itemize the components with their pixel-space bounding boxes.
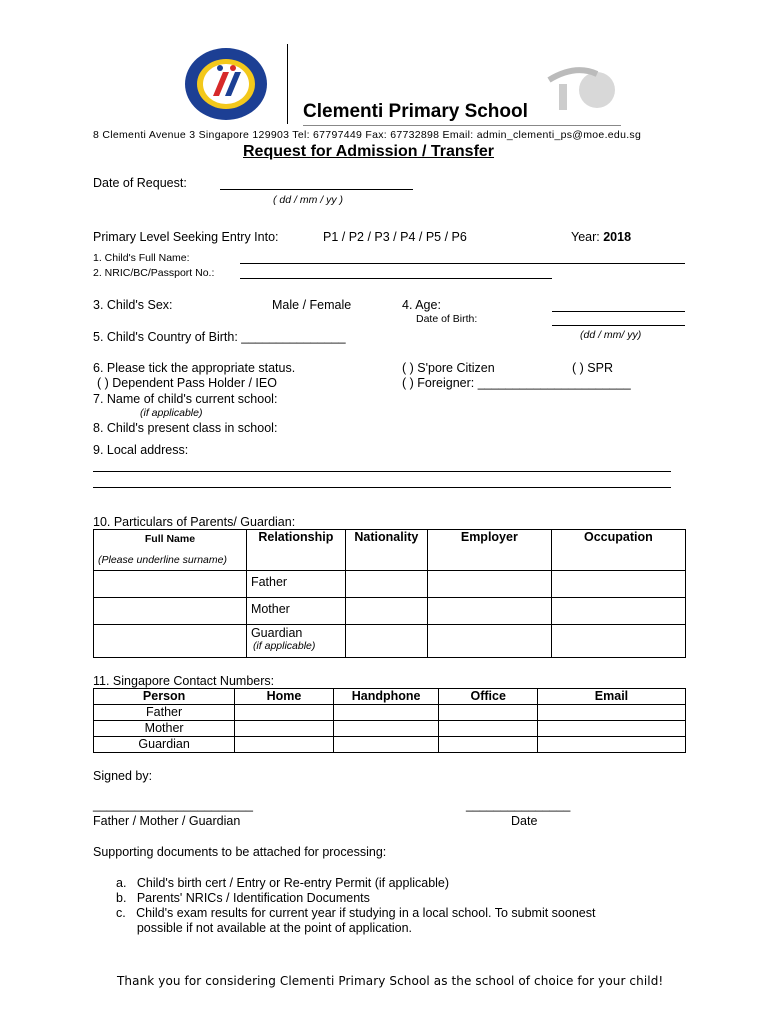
guardian-employer-cell[interactable]	[427, 625, 551, 658]
guardian-email-cell[interactable]	[537, 737, 685, 753]
supporting-docs-label: Supporting documents to be attached for processing:	[93, 845, 387, 859]
contacts-header-handphone: Handphone	[333, 689, 439, 705]
form-title: Request for Admission / Transfer	[243, 143, 495, 160]
contact-person-mother: Mother	[94, 721, 235, 737]
parents-table	[93, 529, 686, 658]
mother-home-cell[interactable]	[235, 721, 333, 737]
contacts-section-label: 11. Singapore Contact Numbers:	[93, 674, 275, 688]
age-label: 4. Age:	[402, 298, 441, 312]
table-row	[94, 721, 686, 737]
relationship-father: Father	[246, 571, 345, 598]
nric-field[interactable]	[240, 278, 552, 279]
date-of-request-field[interactable]	[220, 189, 413, 190]
current-school-label: 7. Name of child's current school:	[93, 392, 278, 406]
address-field-1[interactable]	[93, 471, 671, 472]
father-email-cell[interactable]	[537, 705, 685, 721]
relationship-mother: Mother	[246, 598, 345, 625]
header-divider	[287, 44, 288, 124]
level-label: Primary Level Seeking Entry Into:	[93, 230, 279, 244]
child-name-label: 1. Child's Full Name:	[93, 252, 190, 264]
supporting-item-c: c. Child's exam results for current year if studying in a local school. To submit soonest	[116, 906, 596, 920]
father-home-cell[interactable]	[235, 705, 333, 721]
status-dependent[interactable]: ( ) Dependent Pass Holder / IEO	[97, 376, 277, 390]
father-office-cell[interactable]	[439, 705, 537, 721]
table-row	[94, 705, 686, 721]
father-handphone-cell[interactable]	[333, 705, 439, 721]
year-value: 2018	[603, 230, 632, 244]
mother-email-cell[interactable]	[537, 721, 685, 737]
contact-person-father: Father	[94, 705, 235, 721]
guardian-office-cell[interactable]	[439, 737, 537, 753]
guardian-handphone-cell[interactable]	[333, 737, 439, 753]
child-name-field[interactable]	[240, 263, 685, 264]
father-employer-cell[interactable]	[427, 571, 551, 598]
supporting-item-c-cont: possible if not available at the point of application.	[116, 921, 413, 935]
mother-handphone-cell[interactable]	[333, 721, 439, 737]
guardian-if-applicable: (if applicable)	[252, 640, 316, 652]
relationship-guardian: Guardian	[250, 626, 303, 640]
parents-header-occupation: Occupation	[551, 530, 685, 571]
table-row	[94, 598, 686, 625]
table-row	[94, 625, 686, 658]
mother-office-cell[interactable]	[439, 721, 537, 737]
parents-header-nationality: Nationality	[345, 530, 427, 571]
year-label: Year:	[571, 230, 600, 244]
mother-nationality-cell[interactable]	[345, 598, 427, 625]
header-graphic	[545, 60, 615, 116]
guardian-home-cell[interactable]	[235, 737, 333, 753]
date-format-hint: ( dd / mm / yy )	[273, 194, 344, 206]
address-field-2[interactable]	[93, 487, 671, 488]
guardian-name-cell[interactable]	[94, 625, 247, 658]
sex-options[interactable]: Male / Female	[272, 298, 352, 312]
local-address-label: 9. Local address:	[93, 443, 189, 457]
dob-field[interactable]	[552, 325, 685, 326]
status-citizen[interactable]: ( ) S'pore Citizen	[402, 361, 495, 375]
parents-header-employer: Employer	[427, 530, 551, 571]
mother-name-cell[interactable]	[94, 598, 247, 625]
status-label: 6. Please tick the appropriate status.	[93, 361, 296, 375]
mother-employer-cell[interactable]	[427, 598, 551, 625]
sex-label: 3. Child's Sex:	[93, 298, 173, 312]
header-rule	[303, 125, 621, 126]
parents-header-fullname: Full Name (Please underline surname)	[94, 530, 247, 571]
table-row	[94, 737, 686, 753]
status-foreigner[interactable]: ( ) Foreigner: ______________________	[402, 376, 631, 390]
mother-occupation-cell[interactable]	[551, 598, 685, 625]
level-options[interactable]: P1 / P2 / P3 / P4 / P5 / P6	[323, 230, 467, 244]
contacts-header-person: Person	[94, 689, 235, 705]
parents-header-relationship: Relationship	[246, 530, 345, 571]
thank-you-footer: Thank you for considering Clementi Primary School as the school of choice for your child!	[117, 974, 664, 988]
signer-line[interactable]: _______________________	[93, 798, 253, 812]
contacts-table	[93, 688, 686, 753]
signer-label: Father / Mother / Guardian	[93, 814, 241, 828]
parents-section-label: 10. Particulars of Parents/ Guardian:	[93, 515, 296, 529]
school-name: Clementi Primary School	[303, 101, 528, 122]
supporting-item-a: a. Child's birth cert / Entry or Re-entry Permit (if applicable)	[116, 876, 450, 890]
if-applicable-note: (if applicable)	[140, 407, 203, 419]
signed-by-label: Signed by:	[93, 769, 153, 783]
father-occupation-cell[interactable]	[551, 571, 685, 598]
table-row	[94, 571, 686, 598]
school-logo	[183, 46, 269, 122]
supporting-item-b: b. Parents' NRICs / Identification Documents	[116, 891, 370, 905]
status-spr[interactable]: ( ) SPR	[572, 361, 613, 375]
guardian-nationality-cell[interactable]	[345, 625, 427, 658]
contacts-header-office: Office	[439, 689, 537, 705]
guardian-occupation-cell[interactable]	[551, 625, 685, 658]
date-line[interactable]: _______________	[466, 798, 571, 812]
dob-label: Date of Birth:	[416, 313, 478, 325]
contacts-header-email: Email	[537, 689, 685, 705]
contacts-header-home: Home	[235, 689, 333, 705]
date-of-request-label: Date of Request:	[93, 176, 187, 190]
age-field[interactable]	[552, 311, 685, 312]
nric-label: 2. NRIC/BC/Passport No.:	[93, 267, 215, 279]
father-nationality-cell[interactable]	[345, 571, 427, 598]
country-label[interactable]: 5. Child's Country of Birth: _______________	[93, 330, 346, 344]
underline-surname-note: (Please underline surname)	[98, 554, 227, 566]
address-line: 8 Clementi Avenue 3 Singapore 129903 Tel: 67797449 Fax: 67732898 Email: admin_clementi_ps@moe.edu.sg	[93, 129, 642, 141]
dob-format-hint: (dd / mm/ yy)	[580, 329, 642, 341]
present-class-label: 8. Child's present class in school:	[93, 421, 278, 435]
contact-person-guardian: Guardian	[94, 737, 235, 753]
date-label: Date	[511, 814, 538, 828]
father-name-cell[interactable]	[94, 571, 247, 598]
